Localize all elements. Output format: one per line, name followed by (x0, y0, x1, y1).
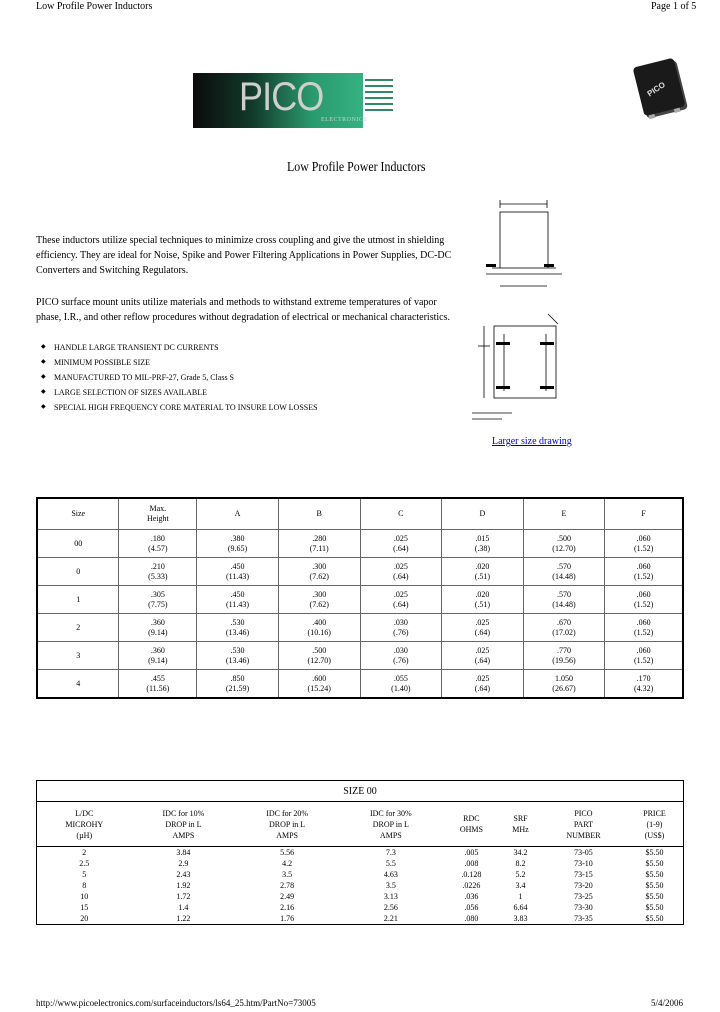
table-cell: .020 (.51) (442, 558, 523, 586)
table-cell: 3.4 (515, 881, 526, 890)
table-row (37, 869, 684, 880)
table-cell: .500 (12.70) (523, 530, 605, 558)
intro-paragraph: These inductors utilize special techniques to minimize cross coupling and give the utmost in shielding efficiency. They are ideal for Noise, Spike and Power Filtering Applications in Power Supplies, DC-DC Converters and Switching Regulators. (36, 235, 452, 276)
table-cell: 20 (80, 914, 89, 923)
column-header: F (605, 498, 683, 530)
table-cell: 3 (37, 642, 119, 670)
page-number: Page 1 of 5 (651, 1, 697, 12)
table-cell: .036 (464, 892, 479, 901)
table-cell: 73-10 (574, 859, 593, 868)
column-header: PICO PART NUMBER (541, 802, 626, 847)
table-cell: 2 (37, 614, 119, 642)
materials-paragraph: PICO surface mount units utilize materials and methods to withstand extreme temperatures of vapor phase, I.R., and other reflow procedures without degradation of electrical or mechanical characteristics. (36, 297, 450, 323)
table-cell: .025 (.64) (360, 586, 442, 614)
pico-logo (193, 73, 368, 128)
table-cell: .055 (1.40) (360, 670, 442, 699)
table-row (37, 902, 684, 913)
table-cell: .025 (.64) (442, 670, 523, 699)
table-cell: $5.50 (645, 881, 664, 890)
table-cell: 2.78 (280, 881, 295, 890)
table-cell: .450 (11.43) (197, 558, 279, 586)
table-cell: 73-30 (574, 903, 593, 912)
table-cell: .080 (464, 914, 479, 923)
table-cell: .005 (464, 848, 479, 857)
list-item: ◆ SPECIAL HIGH FREQUENCY CORE MATERIAL TO INSURE LOW LOSSES (54, 400, 318, 415)
table-cell: .025 (.64) (442, 642, 523, 670)
table-cell: 2.16 (280, 903, 295, 912)
table-cell: 2.49 (280, 892, 295, 901)
list-item: ◆ HANDLE LARGE TRANSIENT DC CURRENTS (54, 340, 318, 355)
column-header: A (197, 498, 279, 530)
table-cell: $5.50 (645, 914, 664, 923)
table-cell: .360 (9.14) (119, 614, 197, 642)
list-item: ◆ MANUFACTURED TO MIL-PRF-27, Grade 5, Class S (54, 370, 318, 385)
table-cell: 2.43 (176, 870, 191, 879)
table-cell: .500 (12.70) (278, 642, 360, 670)
table-cell: 3.5 (282, 870, 293, 879)
table-cell: 2.5 (79, 859, 90, 868)
table-cell: 8 (82, 881, 87, 890)
table-cell: .300 (7.62) (278, 586, 360, 614)
table-row (37, 913, 684, 925)
table-cell: 5.56 (280, 848, 295, 857)
table-cell: .770 (19.56) (523, 642, 605, 670)
table-cell: .180 (4.57) (119, 530, 197, 558)
table-cell: 73-20 (574, 881, 593, 890)
column-header: IDC for 10% DROP in L AMPS (132, 802, 236, 847)
table-cell: 6.64 (513, 903, 528, 912)
page-header-title: Low Profile Power Inductors (36, 1, 153, 12)
table-cell: .015 (.38) (442, 530, 523, 558)
column-header: IDC for 20% DROP in L AMPS (235, 802, 339, 847)
inductor-label: PICO (645, 80, 667, 99)
table-cell: .060 (1.52) (605, 642, 683, 670)
table-cell: $5.50 (645, 892, 664, 901)
table-row (37, 847, 684, 859)
page-title: Low Profile Power Inductors (287, 160, 426, 175)
table-cell: .020 (.51) (442, 586, 523, 614)
dimension-drawing (472, 196, 582, 432)
table-cell: .450 (11.43) (197, 586, 279, 614)
table-cell: .570 (14.48) (523, 558, 605, 586)
table-cell: .530 (13.46) (197, 642, 279, 670)
column-header: IDC for 30% DROP in L AMPS (339, 802, 443, 847)
table-row (37, 586, 683, 614)
table-cell: .455 (11.56) (119, 670, 197, 699)
table-row (37, 891, 684, 902)
table-cell: 4.2 (282, 859, 293, 868)
list-item: ◆ MINIMUM POSSIBLE SIZE (54, 355, 318, 370)
table-cell: $5.50 (645, 859, 664, 868)
table-cell: 10 (80, 892, 89, 901)
table-cell: 4 (37, 670, 119, 699)
table-cell: 73-25 (574, 892, 593, 901)
table-cell: 1.76 (280, 914, 295, 923)
table-cell: .025 (.64) (442, 614, 523, 642)
table-header-row (37, 498, 683, 530)
table-cell: 5 (82, 870, 87, 879)
table-cell: .360 (9.14) (119, 642, 197, 670)
table-cell: 1.92 (176, 881, 191, 890)
column-header: C (360, 498, 442, 530)
table-cell: 1.050 (26.67) (523, 670, 605, 699)
table-cell: $5.50 (645, 848, 664, 857)
logo-subtext: ELECTRONICS (321, 117, 368, 123)
column-header: L/DC MICROHY (µH) (37, 802, 132, 847)
table-cell: .025 (.64) (360, 558, 442, 586)
table-cell: .670 (17.02) (523, 614, 605, 642)
table-cell: 00 (37, 530, 119, 558)
footer-date: 5/4/2006 (651, 998, 684, 1008)
table-cell: .0.128 (461, 870, 482, 879)
table-cell: 2 (82, 848, 87, 857)
table-row (37, 642, 683, 670)
table-row (37, 614, 683, 642)
list-item: ◆ LARGE SELECTION OF SIZES AVAILABLE (54, 385, 318, 400)
column-header: D (442, 498, 523, 530)
table-row (37, 558, 683, 586)
table-cell: .530 (13.46) (197, 614, 279, 642)
feature-list (36, 340, 318, 415)
table-row (37, 858, 684, 869)
table-cell: .600 (15.24) (278, 670, 360, 699)
column-header: SRF MHz (500, 802, 541, 847)
column-header: B (278, 498, 360, 530)
table-cell: 2.21 (383, 914, 398, 923)
table-cell: 1.72 (176, 892, 191, 901)
table-cell: .0226 (462, 881, 481, 890)
table-cell: .060 (1.52) (605, 530, 683, 558)
footer-url: http://www.picoelectronics.com/surfaceinductors/ls64_25.htm/PartNo=73005 (36, 998, 316, 1008)
table-cell: .060 (1.52) (605, 586, 683, 614)
table-cell: .030 (.76) (360, 614, 442, 642)
table-cell: .570 (14.48) (523, 586, 605, 614)
dimensions-table (36, 497, 684, 699)
inductor-photo (633, 58, 686, 117)
table-cell: .300 (7.62) (278, 558, 360, 586)
table-cell: .025 (.64) (360, 530, 442, 558)
column-header: E (523, 498, 605, 530)
table-cell: 15 (80, 903, 89, 912)
size00-table (36, 780, 684, 925)
table-cell: 5.2 (515, 870, 526, 879)
table-cell: .850 (21.59) (197, 670, 279, 699)
table-cell: 1.22 (176, 914, 191, 923)
table-cell: .305 (7.75) (119, 586, 197, 614)
table-cell: 2.9 (178, 859, 189, 868)
table-cell: 8.2 (515, 859, 526, 868)
table-row (37, 880, 684, 891)
table-cell: 73-05 (574, 848, 593, 857)
table-cell: 73-15 (574, 870, 593, 879)
table-cell: 3.13 (383, 892, 398, 901)
column-header: RDC OHMS (443, 802, 500, 847)
table-cell: .060 (1.52) (605, 558, 683, 586)
table-cell: 1 (37, 586, 119, 614)
table-cell: 34.2 (513, 848, 528, 857)
table-cell: .008 (464, 859, 479, 868)
table-cell: .280 (7.11) (278, 530, 360, 558)
table-cell: 3.83 (513, 914, 528, 923)
table-cell: .030 (.76) (360, 642, 442, 670)
table-cell: .380 (9.65) (197, 530, 279, 558)
column-header: Size (37, 498, 119, 530)
size00-title: SIZE 00 (37, 781, 684, 802)
table-cell: 2.56 (383, 903, 398, 912)
column-header: Max. Height (119, 498, 197, 530)
table-cell: .210 (5.33) (119, 558, 197, 586)
table-cell: 1 (518, 892, 523, 901)
logo-text: PICO (239, 75, 324, 119)
table-cell: .170 (4.32) (605, 670, 683, 699)
table-cell: 7.3 (385, 848, 396, 857)
table-row (37, 670, 683, 699)
table-header-row (37, 802, 684, 847)
table-row (37, 530, 683, 558)
column-header: PRICE (1-9) (US$) (626, 802, 684, 847)
table-cell: 3.84 (176, 848, 191, 857)
table-cell: 73-35 (574, 914, 593, 923)
table-cell: .400 (10.16) (278, 614, 360, 642)
table-cell: .056 (464, 903, 479, 912)
table-cell: $5.50 (645, 870, 664, 879)
table-cell: $5.50 (645, 903, 664, 912)
larger-drawing-link[interactable]: Larger size drawing (492, 436, 572, 447)
table-cell: 3.5 (385, 881, 396, 890)
table-cell: 1.4 (178, 903, 189, 912)
table-cell: 4.63 (383, 870, 398, 879)
table-cell: .060 (1.52) (605, 614, 683, 642)
table-cell: 0 (37, 558, 119, 586)
table-cell: 5.5 (385, 859, 396, 868)
